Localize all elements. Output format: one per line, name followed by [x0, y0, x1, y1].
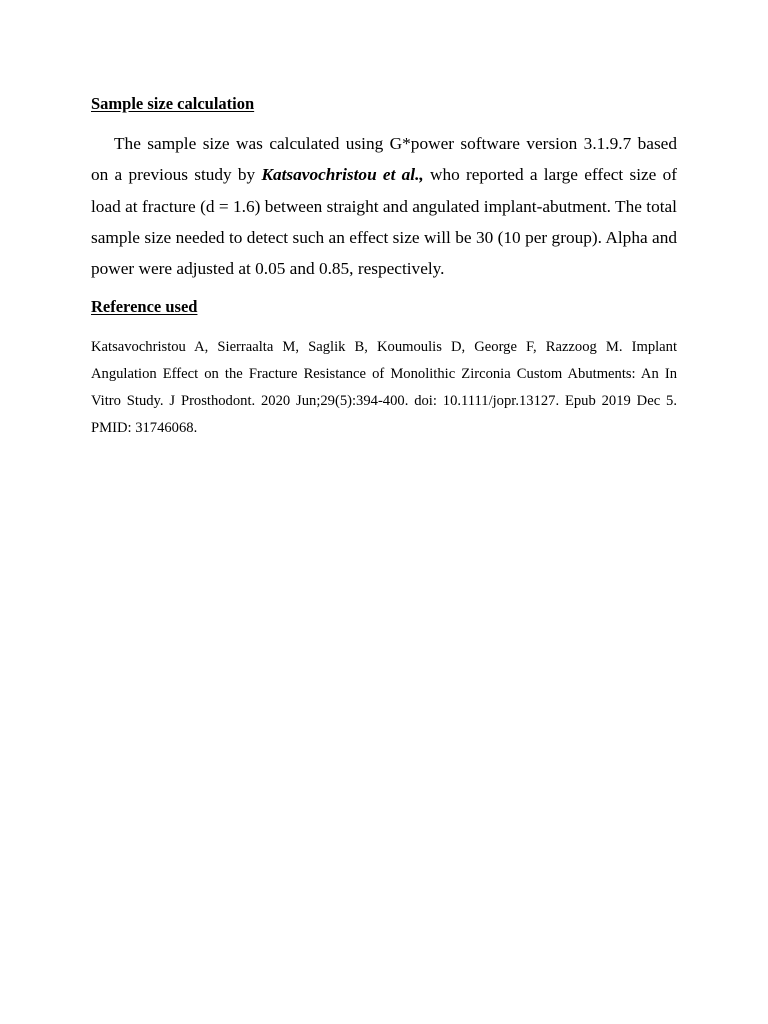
paragraph-text-part1: The sample size was calculated using G*power software version 3.1.9.7 based on a previous study by [91, 134, 677, 185]
document-page [91, 92, 677, 442]
cited-author [261, 165, 423, 184]
paragraph-text-part2: who reported a large effect size of load at fracture (d = 1.6) between straight and angulated implant-abutment. The total sample size needed to detect such an effect size will be 30 (10 per group). Alpha and power were adjusted at 0.05 and 0.85, respectively. [91, 165, 678, 279]
sample-size-heading: Sample size calculation [91, 94, 255, 113]
reference-entry: Katsavochristou A, Sierraalta M, Saglik B, Koumoulis D, George F, Razzoog M. Implant Angulation Effect on the Fracture Resistance of Monolithic Zirconia Custom Abutments: An In Vitro Study. J Prosthodont. 2020 Jun;29(5):394-400. doi: 10.1111/jopr.13127. Epub 2019 Dec 5. PMID: 31746068. [91, 339, 677, 437]
cited-author-punct: ., [415, 165, 424, 185]
cited-author-name: Katsavochristou et al [261, 165, 416, 185]
sample-size-paragraph [91, 128, 677, 284]
reference-heading: Reference used [91, 297, 198, 317]
